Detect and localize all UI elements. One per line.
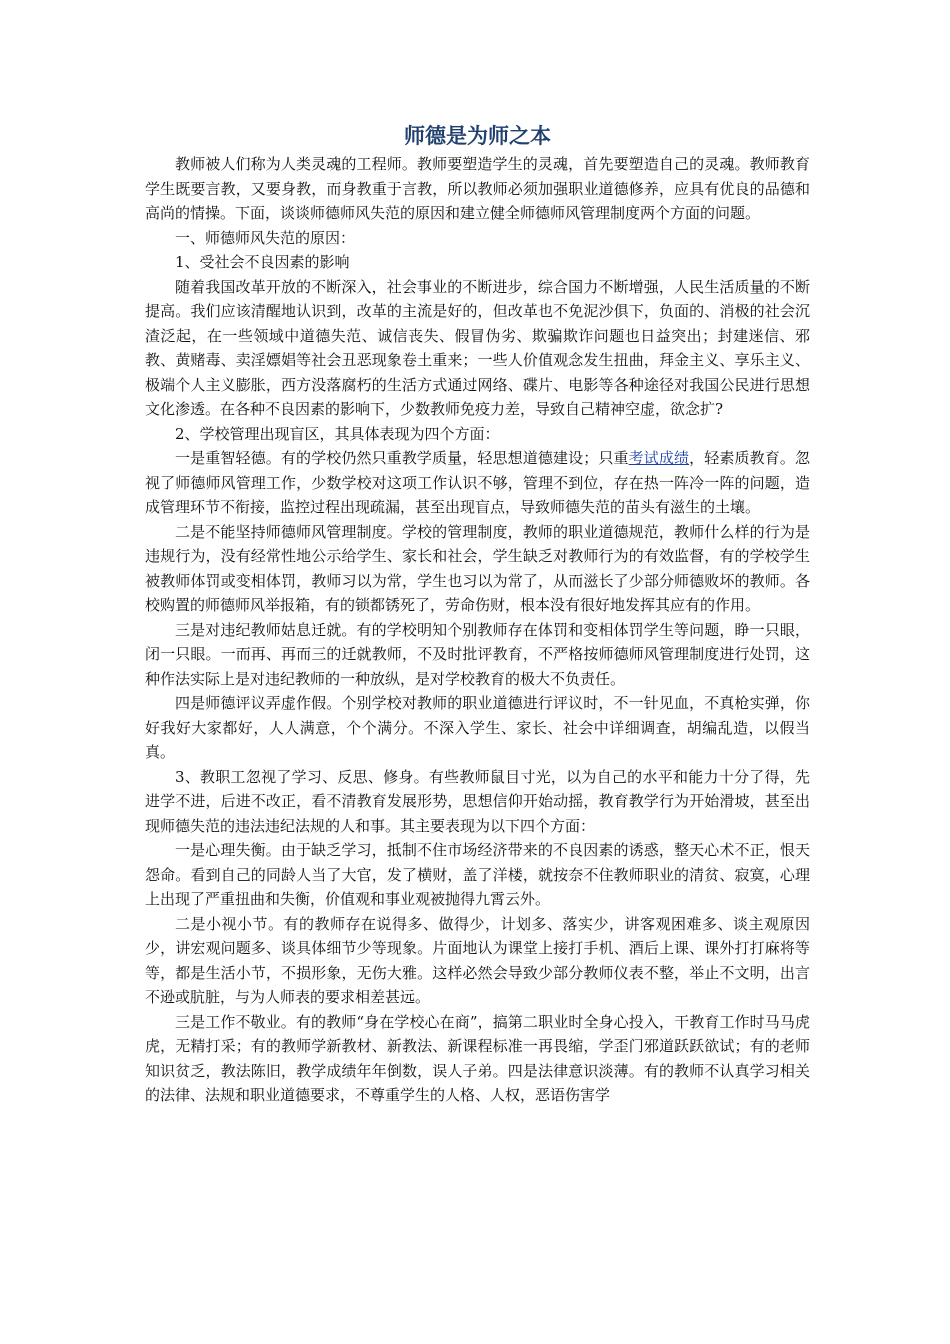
paragraph: 二是不能坚持师德师风管理制度。学校的管理制度，教师的职业道德规范，教师什么样的行为是违规行为，没有经常性地公示给学生、家长和社会，学生缺乏对教师行为的有效监督，有的学校学生被教师体罚或变相体罚，教师习以为常，学生也习以为常了，从而滋长了少部分师德败坏的教师。各校购置的师德师风举报箱，有的锁都锈死了，劳命伤财，根本没有很好地发挥其应有的作用。	[145, 522, 810, 614]
paragraph: 随着我国改革开放的不断深入，社会事业的不断进步，综合国力不断增强，人民生活质量的不断提高。我们应该清醒地认识到，改革的主流是好的，但改革也不免泥沙俱下，负面的、消极的社会沉渣泛起，在一些领域中道德失范、诚信丧失、假冒伪劣、欺骗欺诈问题也日益突出；封建迷信、邪教、黄赌毒、卖淫嫖娼等社会丑恶现象卷土重来；一些人价值观念发生扭曲，拜金主义、享乐主义、极端个人主义膨胀，西方没落腐朽的生活方式通过网络、碟片、电影等各种途径对我国公民进行思想文化渗透。在各种不良因素的影响下，少数教师免疫力差，导致自己精神空虚，欲念扩?	[145, 277, 810, 418]
paragraph: 一是心理失衡。由于缺乏学习，抵制不住市场经济带来的不良因素的诱惑，整天心术不正，恨天怨命。看到自己的同龄人当了大官，发了横财，盖了洋楼，就按奈不住教师职业的清贫、寂寞，心理上出现了严重扭曲和失衡，价值观和事业观被抛得九霄云外。	[145, 841, 810, 908]
paragraph: 三是工作不敬业。有的教师“身在学校心在商”，搞第二职业时全身心投入，干教育工作时马马虎虎，无精打采；有的教师学新教材、新教法、新课程标准一再畏缩，学歪门邪道跃跃欲试；有的老师知识贫乏，教法陈旧，教学成绩年年倒数，误人子弟。四是法律意识淡薄。有的教师不认真学习相关的法律、法规和职业道德要求，不尊重学生的人格、人权，恶语伤害学	[145, 1012, 810, 1104]
paragraph-text: ，轻素质教育。忽视了师德师风管理工作，少数学校对这项工作认识不够，管理不到位，存在热一阵冷一阵的问题，造成管理环节不衔接，监控过程出现疏漏，甚至出现盲点，导致师德失范的苗头有滋生的土壤。	[145, 449, 810, 516]
exam-results-link[interactable]: 考试成绩	[628, 449, 690, 467]
paragraph: 3、教职工忽视了学习、反思、修身。有些教师鼠目寸光，以为自己的水平和能力十分了得，先进学不进，后进不改正，看不清教育发展形势，思想信仰开始动摇，教育教学行为开始滑坡，甚至出现师德失范的违法违纪法规的人和事。其主要表现为以下四个方面：	[145, 767, 810, 835]
paragraph: 四是师德评议弄虚作假。个别学校对教师的职业道德进行评议时，不一针见血，不真枪实弹，你好我好大家都好，人人满意，个个满分。不深入学生、家长、社会中详细调查，胡编乱造，以假当真。	[145, 694, 810, 761]
paragraph-intro: 教师被人们称为人类灵魂的工程师。教师要塑造学生的灵魂，首先要塑造自己的灵魂。教师教育学生既要言教，又要身教，而身教重于言教，所以教师必须加强职业道德修养，应具有优良的品德和高尚的情操。下面，谈谈师德师风失范的原因和建立健全师德师风管理制度两个方面的问题。	[145, 155, 810, 222]
paragraph-text: 一是重智轻德。有的学校仍然只重教学质量，轻思想道德建设；只重	[175, 449, 629, 467]
section-heading: 一、师德师风失范的原因：	[175, 228, 356, 247]
document-title: 师德是为师之本	[404, 123, 551, 148]
paragraph: 三是对违纪教师姑息迁就。有的学校明知个别教师存在体罚和变相体罚学生等问题，睁一只眼，闭一只眼。一而再、再而三的迁就教师，不及时批评教育，不严格按师德师风管理制度进行处罚，这种作法实际上是对违纪教师的一种放纵，是对学校教育的极大不负责任。	[145, 620, 810, 688]
subsection-heading-2: 2、学校管理出现盲区，其具体表现为四个方面：	[175, 424, 500, 443]
subsection-heading-1: 1、受社会不良因素的影响	[175, 253, 350, 271]
paragraph-with-link	[145, 446, 810, 520]
document-body	[145, 122, 810, 1108]
paragraph: 二是小视小节。有的教师存在说得多、做得少，计划多、落实少，讲客观困难多、谈主观原因少，讲宏观问题多、谈具体细节少等现象。片面地认为课堂上接打手机、酒后上课、课外打打麻将等等，都是生活小节，不损形象，无伤大雅。这样必然会导致少部分教师仪表不整，举止不文明，出言不逊或肮脏，与为人师表的要求相差甚远。	[145, 914, 810, 1006]
